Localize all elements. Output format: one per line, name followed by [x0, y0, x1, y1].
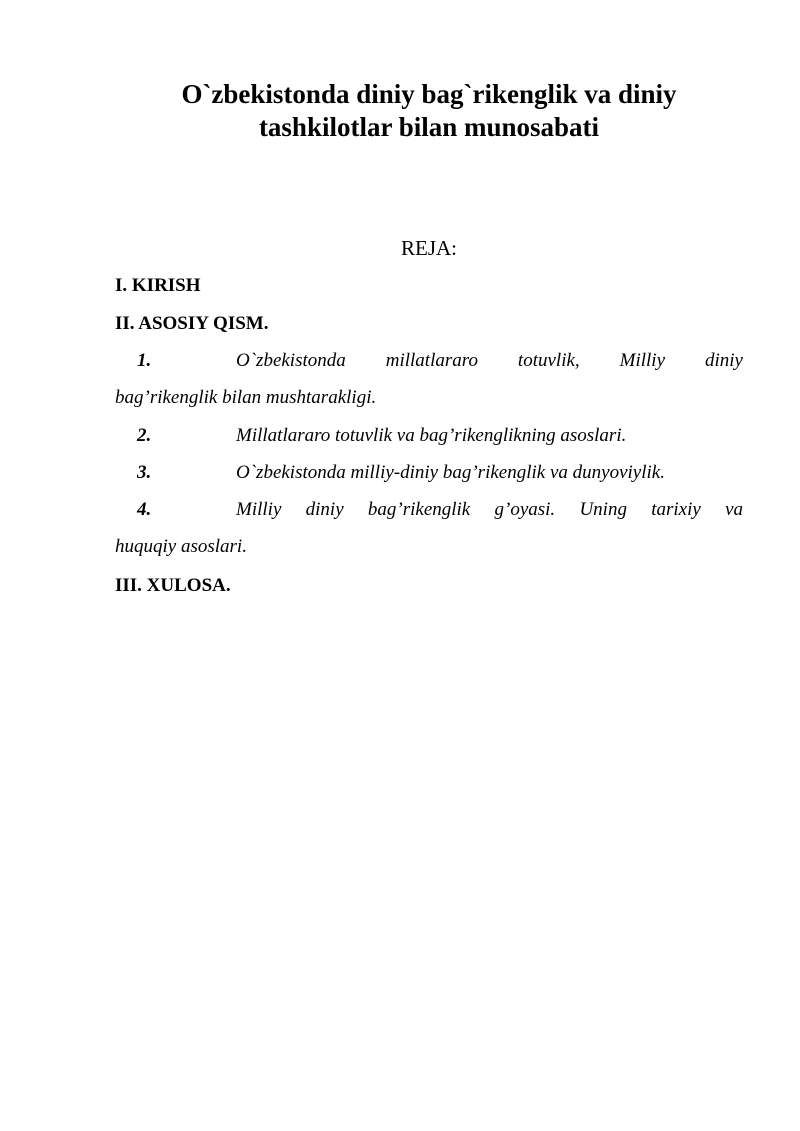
list-item-number-2: 2.: [137, 425, 152, 446]
list-item-text-3: O`zbekistonda milliy-diniy bag’rikenglik va dunyoviylik.: [236, 462, 665, 483]
list-item-text-1: [236, 349, 743, 373]
list-item-number-3: 3.: [137, 462, 152, 483]
section-introduction: I. KIRISH: [115, 275, 201, 296]
list-item-number-4: 4.: [137, 499, 152, 520]
list-item-text-1-line-1: O`zbekistonda millatlararo totuvlik, Milliy diniy: [236, 350, 743, 371]
list-item-number-1: 1.: [137, 350, 152, 371]
section-conclusion: III. XULOSA.: [115, 575, 231, 596]
document-title: [115, 78, 743, 144]
title-line-1: O`zbekistonda diniy bag`rikenglik va diniy: [181, 79, 677, 109]
title-line-2: tashkilotlar bilan munosabati: [258, 112, 600, 142]
section-main-part: II. ASOSIY QISM.: [115, 313, 269, 334]
list-item-text-2: Millatlararo totuvlik va bag’rikenglikning asoslari.: [236, 425, 627, 446]
list-item-text-4-line-2: huquqiy asoslari.: [115, 536, 247, 557]
plan-heading: REJA:: [400, 236, 457, 260]
list-item-text-4-line-1: Milliy diniy bag’rikenglik g’oyasi. Uning tarixiy va: [236, 499, 743, 520]
list-item-text-4: [236, 498, 743, 522]
list-item-text-1-line-2: bag’rikenglik bilan mushtarakligi.: [115, 387, 377, 408]
